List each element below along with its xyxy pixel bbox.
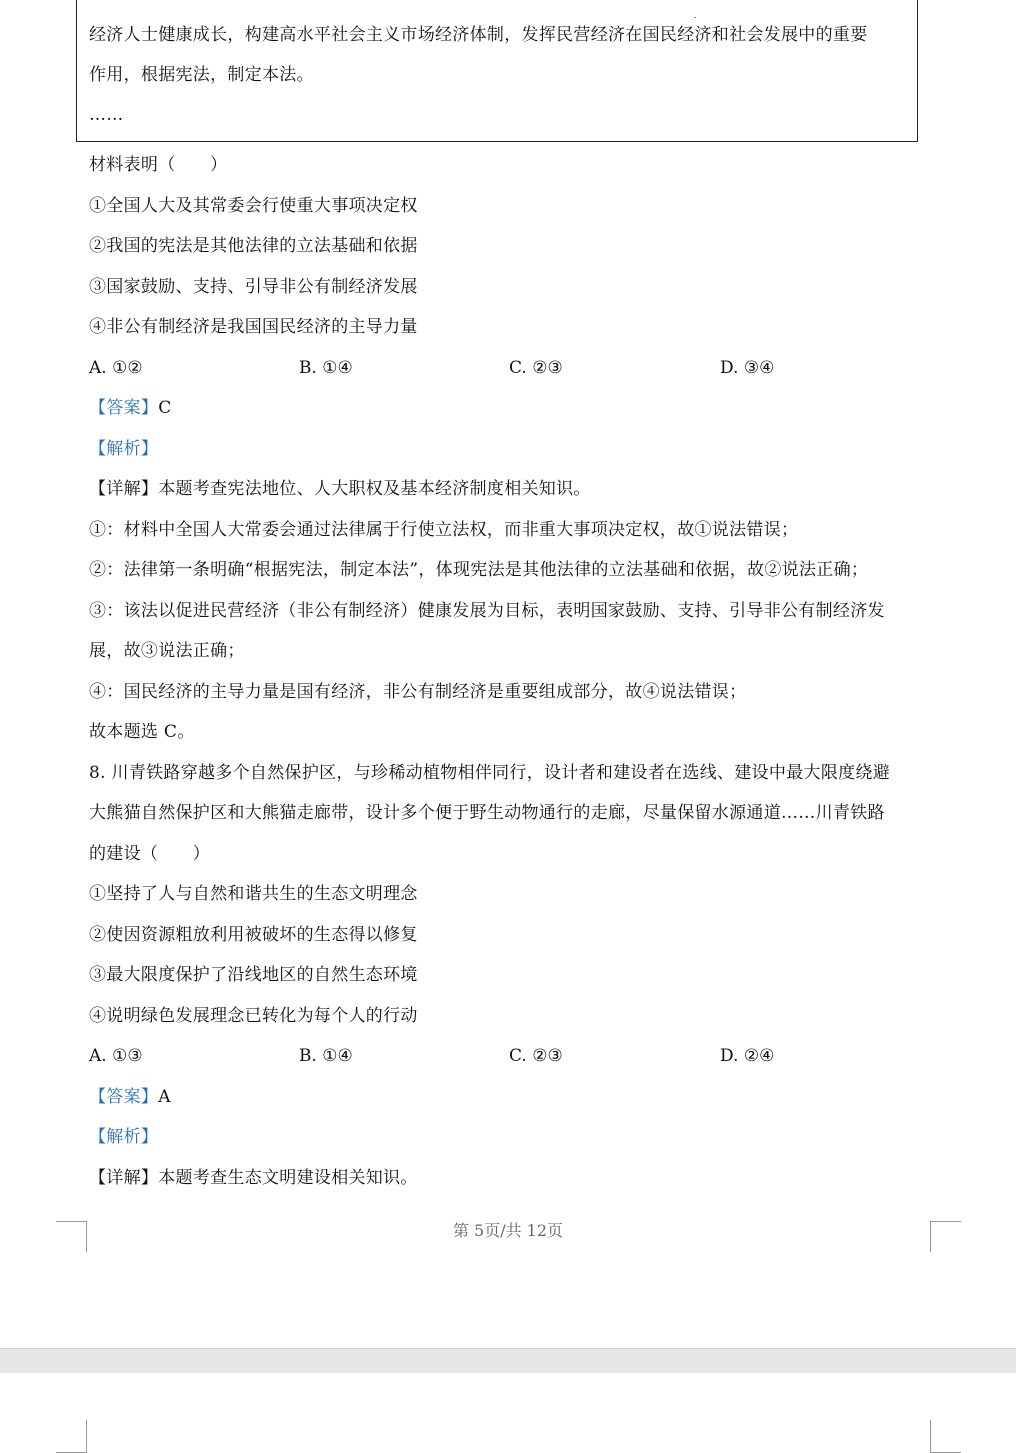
quote-line-1: 经济人士健康成长，构建高水平社会主义市场经济体制，发挥民营经济在国民经济和社会发展中的重要: [89, 25, 868, 45]
crop-mark-bottom-left: [56, 1221, 87, 1252]
q8-stem-1: 8. 川青铁路穿越多个自然保护区，与珍稀动植物相伴同行，设计者和建设者在选线、建设中最大限度绕避: [89, 763, 891, 783]
q8-option-c: C. ②③: [509, 1046, 563, 1066]
q7-conclusion: 故本题选 C。: [89, 722, 195, 742]
next-page: [0, 1373, 1016, 1452]
q7-explain-2: ②：法律第一条明确“根据宪法，制定本法”，体现宪法是其他法律的立法基础和依据，故②说法正确；: [89, 560, 869, 580]
crop-mark-bottom-right: [930, 1221, 961, 1252]
q7-item-3: ③国家鼓励、支持、引导非公有制经济发展: [89, 277, 418, 297]
q7-analysis-tag: 【解析】: [89, 439, 159, 459]
q7-option-c: C. ②③: [509, 358, 563, 378]
crop-mark-top-right: [930, 1420, 961, 1453]
page-footer: 第 5页/共 12页: [452, 1221, 564, 1240]
q7-answer-tag: 【答案】: [89, 398, 159, 418]
q8-item-1: ①坚持了人与自然和谐共生的生态文明理念: [89, 884, 418, 904]
q8-item-3: ③最大限度保护了沿线地区的自然生态环境: [89, 965, 418, 985]
q8-item-2: ②使因资源粗放利用被破坏的生态得以修复: [89, 925, 418, 945]
q8-answer-tag: 【答案】: [89, 1087, 159, 1107]
q7-stem: 材料表明（ ）: [89, 155, 228, 175]
q8-answer-value: A: [158, 1087, 171, 1107]
quote-line-2: 作用，根据宪法，制定本法。: [89, 65, 314, 85]
q7-item-2: ②我国的宪法是其他法律的立法基础和依据: [89, 236, 418, 256]
q7-option-a: A. ①②: [89, 358, 143, 378]
q8-detail: 【详解】本题考查生态文明建设相关知识。: [89, 1168, 418, 1188]
q7-item-4: ④非公有制经济是我国国民经济的主导力量: [89, 317, 418, 337]
q7-item-1: ①全国人大及其常委会行使重大事项决定权: [89, 196, 418, 216]
crop-mark-top-left: [56, 1420, 87, 1453]
q8-stem-2: 大熊猫自然保护区和大熊猫走廊带，设计多个便于野生动物通行的走廊，尽量保留水源通道……川青铁路: [89, 803, 885, 823]
quote-line-3: ……: [89, 105, 124, 125]
q7-option-d: D. ③④: [720, 358, 775, 378]
q8-answer: [89, 1086, 171, 1108]
q8-option-b: B. ①④: [299, 1046, 353, 1066]
q7-option-b: B. ①④: [299, 358, 353, 378]
q7-answer: [89, 397, 172, 419]
page-gap: [0, 1348, 1016, 1374]
q8-analysis-tag: 【解析】: [89, 1127, 159, 1147]
q7-explain-3: ③：该法以促进民营经济（非公有制经济）健康发展为目标，表明国家鼓励、支持、引导非公有制经济发: [89, 601, 885, 621]
q7-detail: 【详解】本题考查宪法地位、人大职权及基本经济制度相关知识。: [89, 479, 591, 499]
q7-explain-3b: 展，故③说法正确；: [89, 641, 245, 661]
q7-explain-4: ④：国民经济的主导力量是国有经济，非公有制经济是重要组成部分，故④说法错误；: [89, 682, 747, 702]
q8-option-a: A. ①③: [89, 1046, 143, 1066]
q8-option-d: D. ②④: [720, 1046, 775, 1066]
q8-item-4: ④说明绿色发展理念已转化为每个人的行动: [89, 1006, 418, 1026]
q7-explain-1: ①：材料中全国人大常委会通过法律属于行使立法权，而非重大事项决定权，故①说法错误；: [89, 520, 799, 540]
stray-mark: [694, 17, 696, 18]
q7-answer-value: C: [158, 398, 172, 418]
q8-stem-3: 的建设（ ）: [89, 844, 211, 864]
